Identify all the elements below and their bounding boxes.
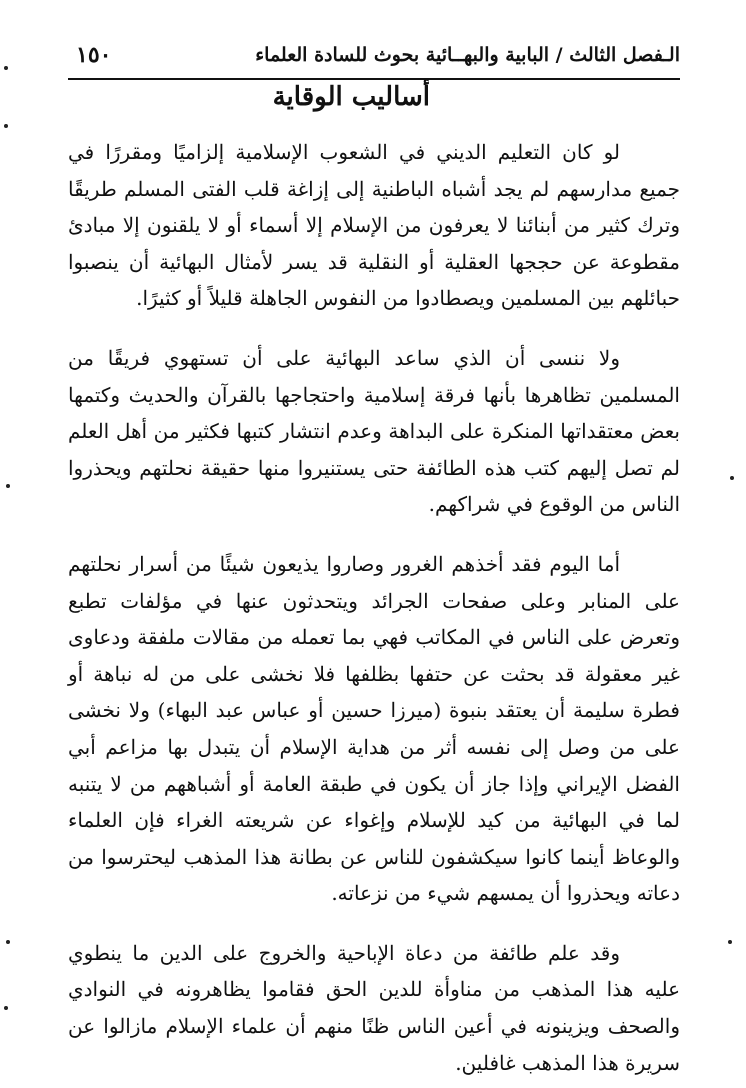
running-title: الـفصل الثالث / البابية والبهــائية بحوث للسادة العلماء (255, 44, 680, 66)
paragraph-4: وقد علم طائفة من دعاة الإباحية والخروج على الدين ما ينطوي عليه هذا المذهب من مناوأة للدين الحق فقاموا يظاهرونه في النوادي والصحف ويزينونه في أعين الناس ظنًا منهم أن علماء الإسلام مازالوا عن سريرة هذا المذهب غافلين. (68, 940, 680, 1075)
page-number: ١٥٠ (76, 42, 112, 68)
paragraph-2: ولا ننسى أن الذي ساعد البهائية على أن تستهوي فريقًا من المسلمين تظاهرها بأنها فرقة إسلامية واحتجاجها بالقرآن والحديث وكتمها بعض معتقداتها المنكرة على البداهة وعدم انتشار كتبها فكثير من أهل العلم لم تصل إليهم كتب هذه الطائفة حتى يستنيروا منها حقيقة نحلتهم ويحذروا الناس من الوقوع في شراكهم. (68, 345, 680, 517)
paragraph-1: لو كان التعليم الديني في الشعوب الإسلامية إلزاميًا ومقررًا في جميع مدارسهم لم يجد أشباه الباطنية إلى إزاغة قلب الفتى المسلم طريقًا وترك كثير من أبنائنا لا يعرفون من الإسلام إلا أسماء أو لا يلقنون إلا مبادئ مقطوعة عن حججها العقلية أو النقلية قد يسر لأمثال البهائية أن ينصبوا حبائلهم بين المسلمين ويصطادوا من النفوس الجاهلة قليلاً أو كثيرًا. (68, 140, 680, 311)
scan-mark-dot (6, 484, 10, 488)
scan-mark-dot (6, 940, 10, 944)
paragraph-3: أما اليوم فقد أخذهم الغرور وصاروا يذيعون شيئًا من أسرار نحلتهم على المنابر وعلى صفحات الجرائد ويتحدثون عنها في مؤلفات تطبع وتعرض على الناس في المكاتب فهي بما تعمله من مقالات ملفقة ودعاوى غير معقولة قد بحثت عن حتفها بظلفها فلا نخشى على من له نباهة أو فطرة سليمة أن يعتقد بنبوة (ميرزا حسين أو عباس عبد البهاء) ولا نخشى على من وصل إلى نفسه أثر من هداية الإسلام أن يتبدل بها مزاعم أبي الفضل الإيراني وإذا جاز أن يكون في طبقة العامة أو أشباههم من لا يتنبه لما في البهائية من كيد للإسلام وإغواء عن شريعته الغراء فإن العلماء والوعاظ أينما كانوا سيكشفون للناس عن بطانة هذا المذهب ليحترسوا من دعاته ويحذروا أن يمسهم شيء من نزعاته. (68, 551, 680, 906)
scan-mark-dot (4, 124, 8, 128)
scan-mark-dot (730, 476, 734, 480)
page-header (68, 36, 680, 76)
header-divider (68, 78, 680, 80)
body-text (68, 134, 680, 1081)
scan-mark-dot (4, 66, 8, 70)
scan-mark-dot (728, 940, 732, 944)
scan-mark-dot (4, 1006, 8, 1010)
section-heading: أساليب الوقاية (272, 82, 430, 112)
